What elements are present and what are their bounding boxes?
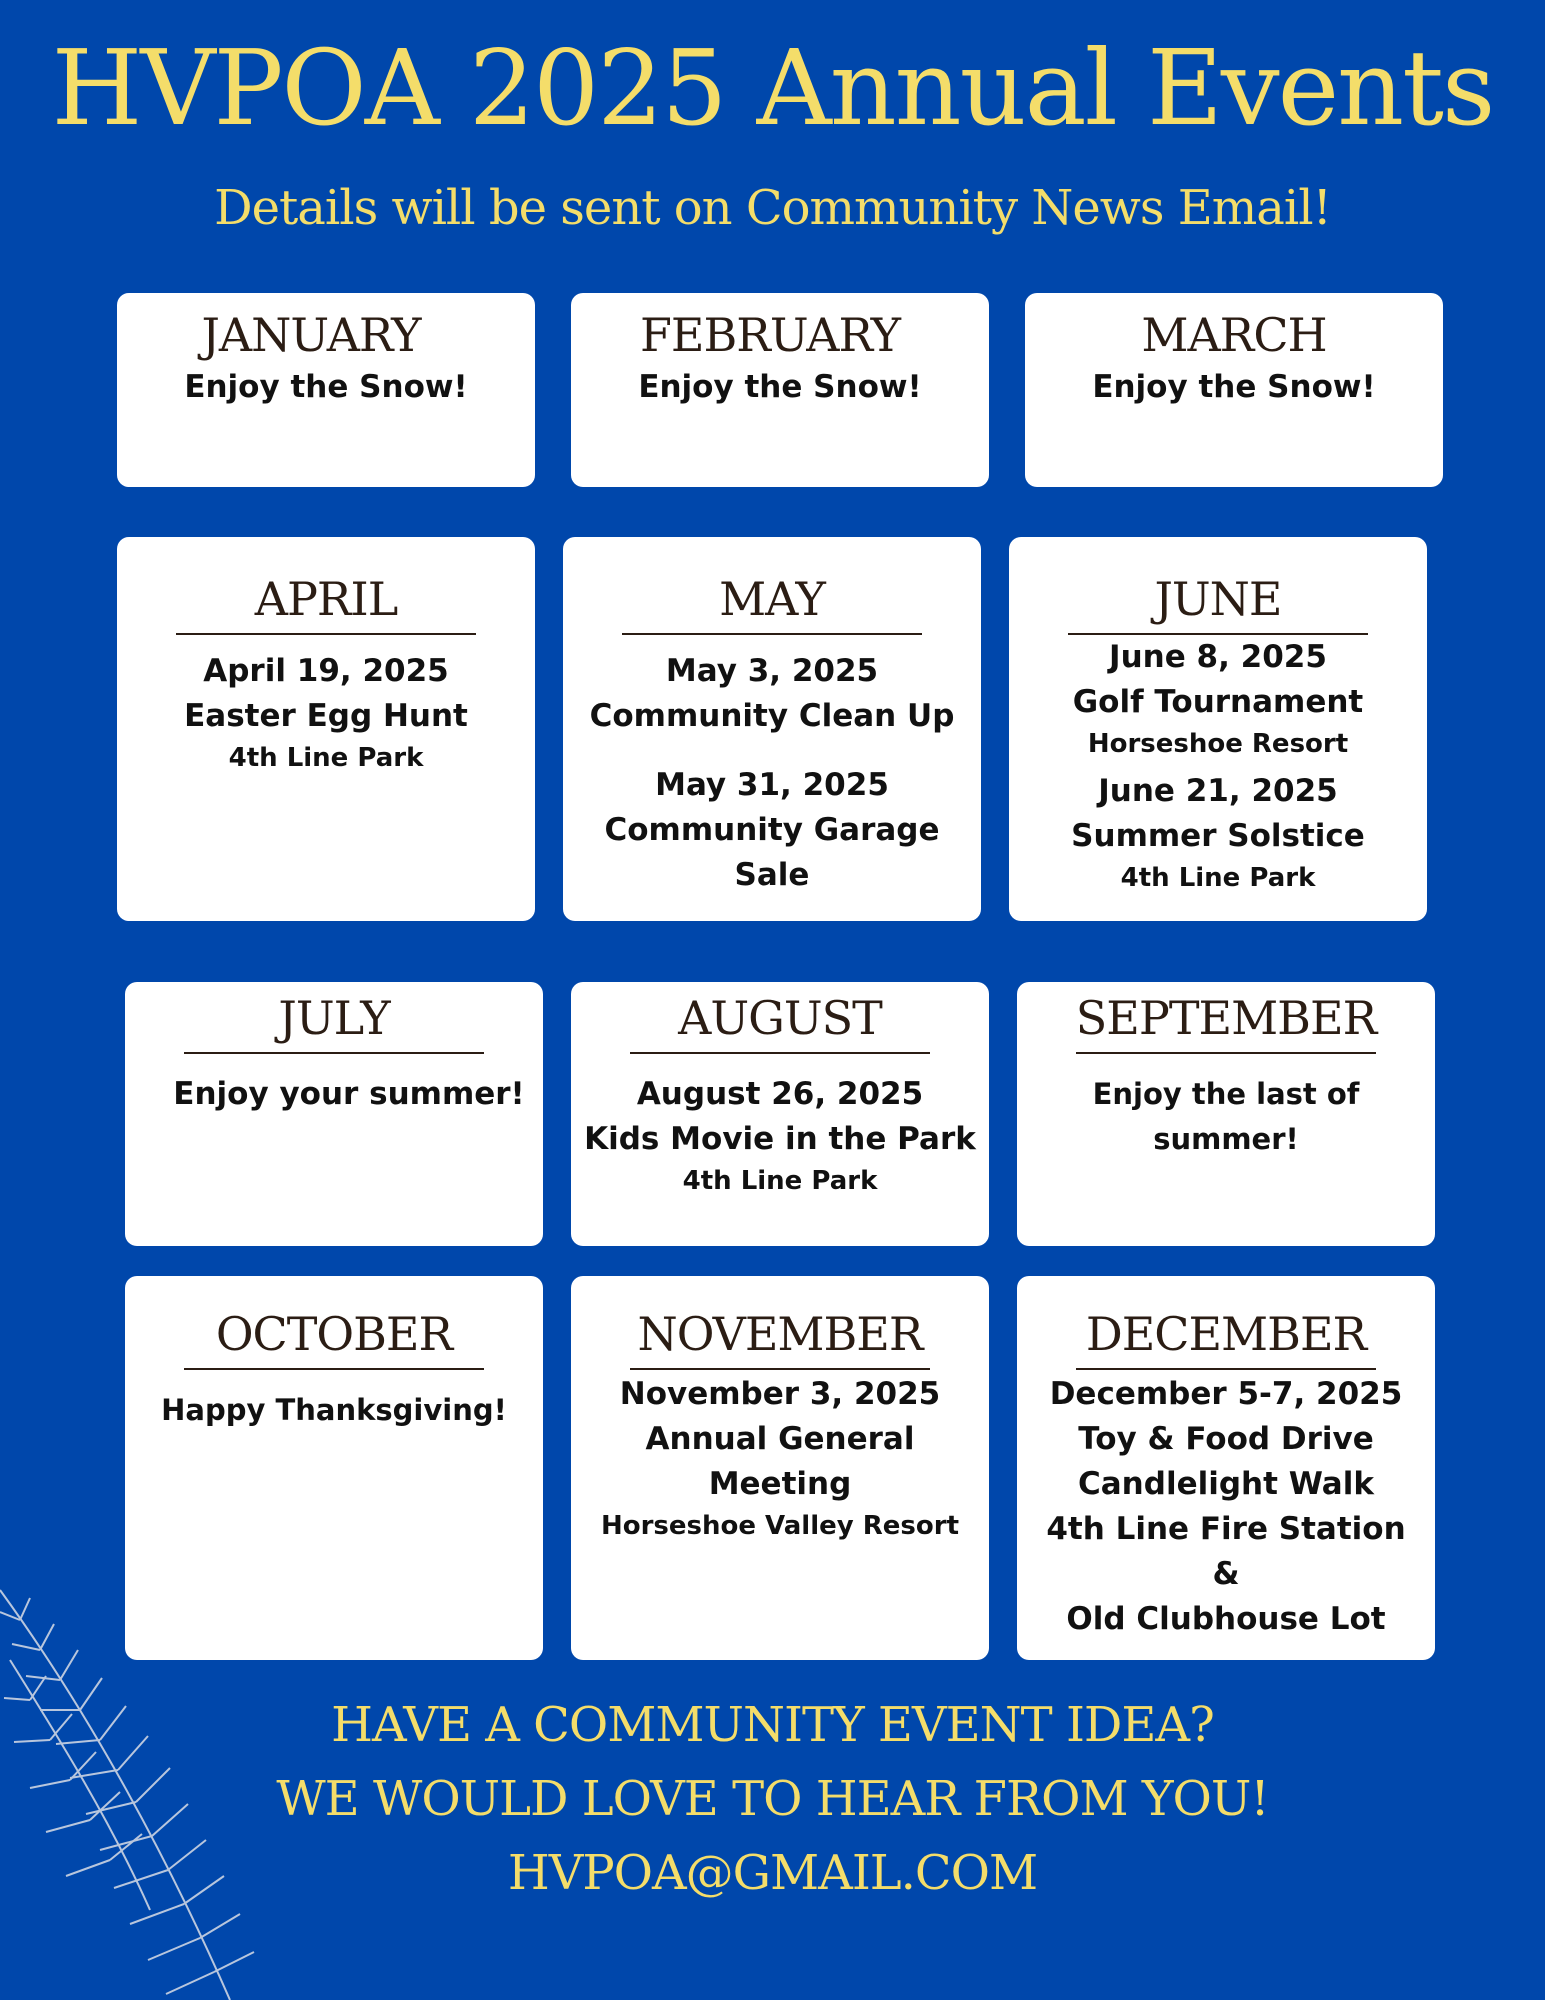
month-title: NOVEMBER <box>637 1307 923 1361</box>
event-line: Enjoy the Snow! <box>638 369 922 405</box>
month-title: APRIL <box>254 572 398 626</box>
event-name: Candlelight Walk <box>1078 1466 1374 1502</box>
month-divider <box>1076 1052 1376 1054</box>
event-location: & <box>1212 1556 1240 1592</box>
page-title: HVPOA 2025 Annual Events <box>51 27 1494 149</box>
month-card-december <box>1017 1276 1435 1660</box>
month-card-september <box>1017 982 1435 1246</box>
event-location: Horseshoe Valley Resort <box>600 1511 960 1541</box>
page-subtitle: Details will be sent on Community News Email! <box>214 180 1331 236</box>
month-divider <box>622 633 922 635</box>
event-location: 4th Line Fire Station <box>1046 1511 1406 1547</box>
event-location: Horseshoe Resort <box>1087 729 1349 759</box>
month-divider <box>1076 1368 1376 1370</box>
month-title: JANUARY <box>201 308 421 362</box>
event-location: Old Clubhouse Lot <box>1066 1601 1386 1637</box>
event-name: Community Clean Up <box>589 698 955 734</box>
month-divider <box>176 633 476 635</box>
month-card-july <box>125 982 543 1246</box>
month-divider <box>630 1052 930 1054</box>
event-date: December 5-7, 2025 <box>1049 1376 1403 1412</box>
event-name: Toy & Food Drive <box>1078 1421 1374 1457</box>
month-divider <box>184 1368 484 1370</box>
event-name: Summer Solstice <box>1071 818 1365 854</box>
event-date: June 21, 2025 <box>1098 773 1338 809</box>
event-location: 4th Line Park <box>228 743 424 773</box>
event-date: May 3, 2025 <box>665 653 879 689</box>
event-line: Happy Thanksgiving! <box>161 1393 507 1427</box>
month-title: AUGUST <box>678 991 882 1045</box>
event-name: Kids Movie in the Park <box>584 1121 976 1157</box>
event-name: Golf Tournament <box>1072 684 1364 720</box>
footer-question: HAVE A COMMUNITY EVENT IDEA? <box>331 1697 1214 1753</box>
event-date: August 26, 2025 <box>636 1076 924 1112</box>
event-line: Enjoy the Snow! <box>184 369 468 405</box>
month-card-january <box>117 293 535 487</box>
footer-email: HVPOA@GMAIL.COM <box>507 1845 1038 1901</box>
month-title: DECEMBER <box>1085 1307 1367 1361</box>
month-title: JULY <box>278 991 390 1045</box>
month-divider <box>184 1052 484 1054</box>
event-location: 4th Line Park <box>682 1166 878 1196</box>
month-card-march <box>1025 293 1443 487</box>
month-card-november <box>571 1276 989 1660</box>
month-card-february <box>571 293 989 487</box>
month-title: MAY <box>719 572 825 626</box>
event-date: May 31, 2025 <box>655 767 889 803</box>
event-location: 4th Line Park <box>1120 863 1316 893</box>
event-date: November 3, 2025 <box>619 1376 941 1412</box>
month-title: SEPTEMBER <box>1075 991 1377 1045</box>
month-card-may <box>563 537 981 921</box>
footer-invite: WE WOULD LOVE TO HEAR FROM YOU! <box>276 1771 1269 1827</box>
event-date: April 19, 2025 <box>203 653 449 689</box>
month-divider <box>630 1368 930 1370</box>
event-name: Easter Egg Hunt <box>184 698 468 734</box>
month-title: FEBRUARY <box>639 308 901 362</box>
month-title: MARCH <box>1141 308 1327 362</box>
event-line: Enjoy the Snow! <box>1092 369 1376 405</box>
event-name: Annual General Meeting <box>645 1421 915 1502</box>
month-title: OCTOBER <box>215 1307 453 1361</box>
month-card-june <box>1009 537 1427 921</box>
month-card-august <box>571 982 989 1246</box>
event-date: June 8, 2025 <box>1109 639 1327 675</box>
event-line: Enjoy the last of summer! <box>1092 1077 1360 1156</box>
event-line: Enjoy your summer! <box>173 1076 525 1112</box>
month-card-april <box>117 537 535 921</box>
month-title: JUNE <box>1154 572 1282 626</box>
event-name: Community Garage Sale <box>604 812 940 893</box>
